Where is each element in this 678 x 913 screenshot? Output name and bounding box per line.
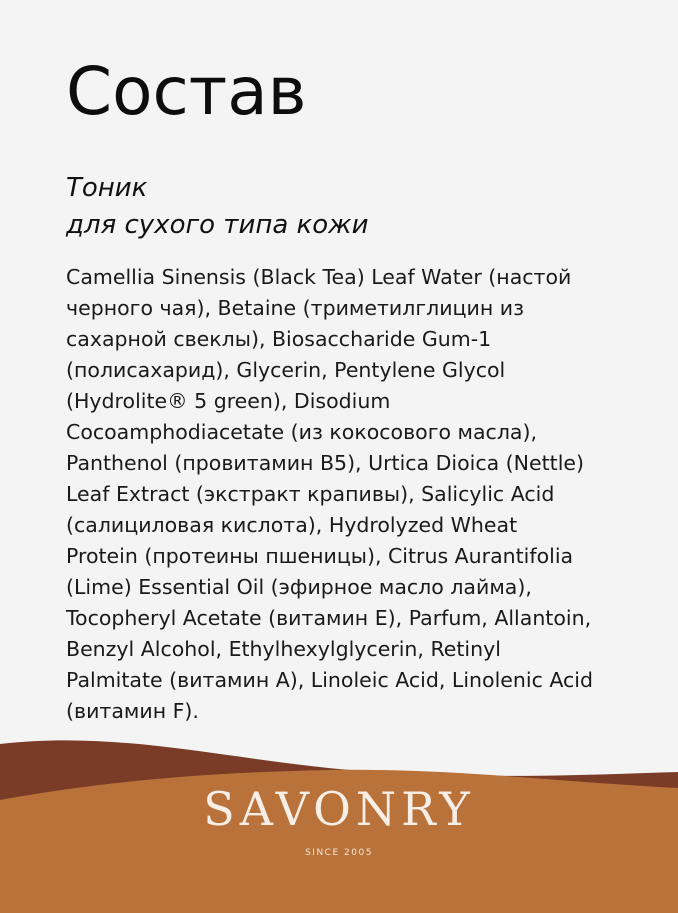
- ingredients-line: Palmitate (витамин A), Linoleic Acid, Linolenic Acid: [66, 668, 593, 692]
- ingredients-line: Benzyl Alcohol, Ethylhexylglycerin, Retinyl: [66, 637, 501, 661]
- ingredients-line: черного чая), Betaine (триметилглицин из: [66, 296, 524, 320]
- subtitle-line: Тоник: [66, 173, 148, 203]
- ingredients-line: (салициловая кислота), Hydrolyzed Wheat: [66, 513, 518, 537]
- ingredients-line: Cocoamphodiacetate (из кокосового масла),: [66, 420, 537, 444]
- ingredients-line: Tocopheryl Acetate (витамин E), Parfum, Allantoin,: [66, 606, 592, 630]
- ingredients-line: Camellia Sinensis (Black Tea) Leaf Water (настой: [66, 265, 572, 289]
- ingredients-line: Leaf Extract (экстракт крапивы), Salicylic Acid: [66, 482, 555, 506]
- ingredients-line: Protein (протеины пшеницы), Citrus Aurantifolia: [66, 544, 574, 568]
- brand-logo: SAVONRY: [203, 782, 475, 836]
- ingredients-line: Panthenol (провитамин B5), Urtica Dioica (Nettle): [66, 451, 585, 475]
- ingredients-line: (витамин F).: [66, 699, 199, 723]
- brand-since-text: SINCE 2005: [305, 848, 373, 858]
- ingredients-line: (Lime) Essential Oil (эфирное масло лайма),: [66, 575, 532, 599]
- page-title: Состав: [66, 53, 307, 130]
- ingredients-line: (полисахарид), Glycerin, Pentylene Glycol: [66, 358, 506, 382]
- ingredients-line: сахарной свеклы), Biosaccharide Gum-1: [66, 327, 492, 351]
- subtitle-line: для сухого типа кожи: [66, 210, 369, 240]
- ingredients-list: [66, 262, 666, 727]
- product-subtitle: [66, 170, 368, 244]
- ingredients-line: (Hydrolite® 5 green), Disodium: [66, 389, 391, 413]
